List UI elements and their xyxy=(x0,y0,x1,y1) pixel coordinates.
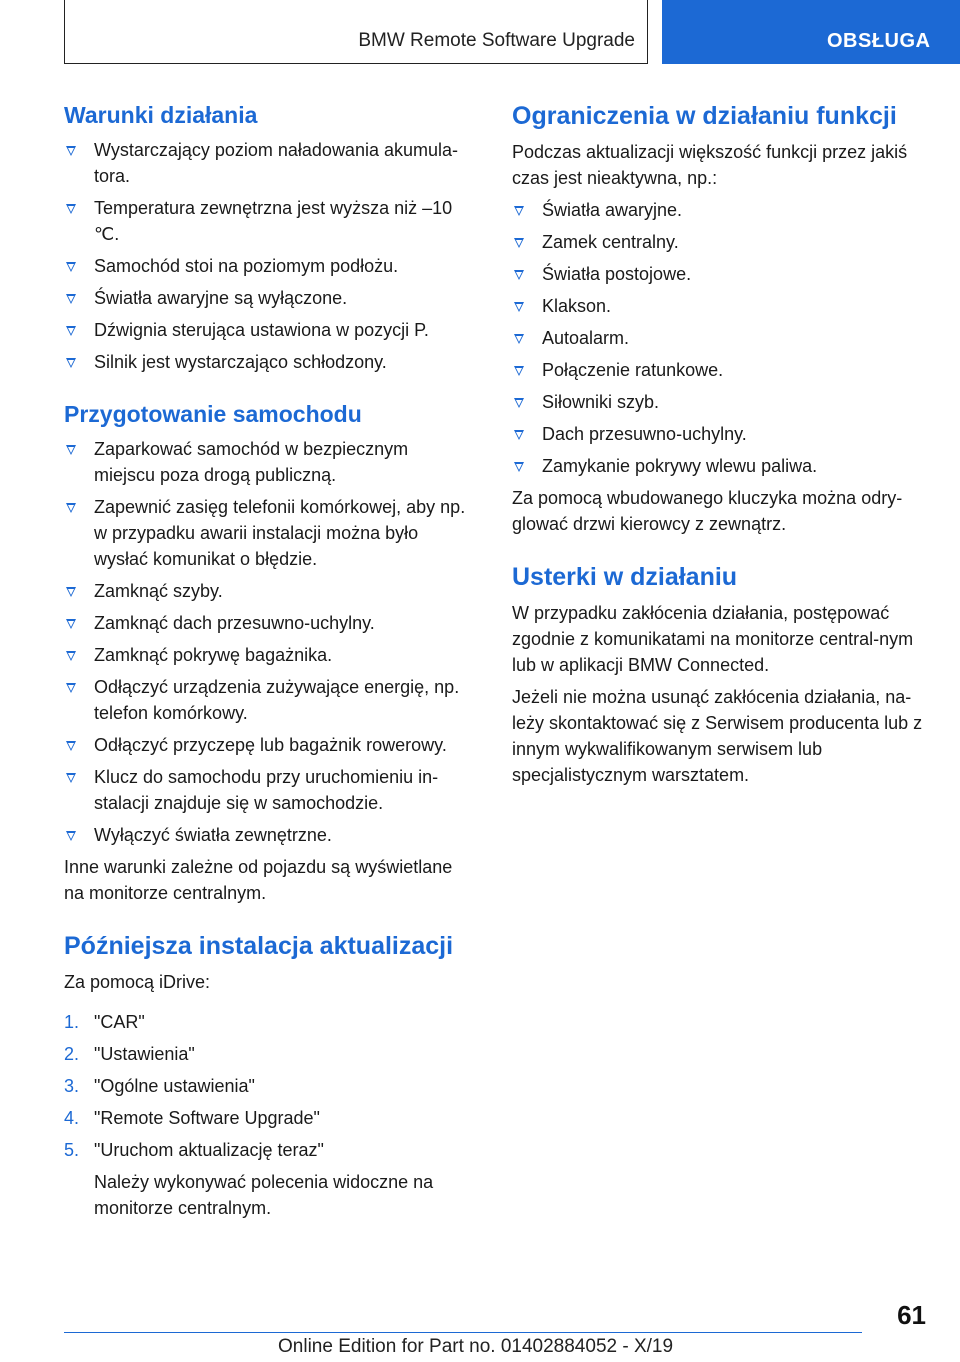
faults-paragraph-1: W przypadku zakłócenia działania, postępować zgodnie z komunikatami na monitorze central-nym lub w aplikacji BMW Connected. xyxy=(512,603,914,675)
list-item: Temperatura zewnętrzna jest wyższa niż –10 ℃. xyxy=(64,195,474,247)
footer-edition: Online Edition for Part no. 01402884052 - X/19 xyxy=(278,1336,674,1357)
list-item: Silnik jest wystarczająco schłodzony. xyxy=(64,349,474,375)
list-item: Wyłączyć światła zewnętrzne. xyxy=(64,822,474,848)
preparation-note: Inne warunki zależne od pojazdu są wyświetlane na monitorze centralnym. xyxy=(64,857,453,903)
triangle-bullet-icon xyxy=(66,262,76,272)
conditions-list xyxy=(64,137,474,375)
list-item: Światła awaryjne. xyxy=(512,197,926,223)
later-install-intro: Za pomocą iDrive: xyxy=(64,972,211,992)
step-item: 5. "Uruchom aktualizację teraz" xyxy=(64,1140,324,1160)
list-item: Zamknąć dach przesuwno-uchylny. xyxy=(64,610,474,636)
triangle-bullet-icon xyxy=(514,462,524,472)
right-column xyxy=(512,102,926,794)
list-item: Samochód stoi na poziomym podłożu. xyxy=(64,253,474,279)
section-title-conditions: Warunki działania xyxy=(64,102,258,128)
list-item: Zaparkować samochód w bezpiecznym miejscu poza drogą publiczną. xyxy=(64,436,474,488)
triangle-bullet-icon xyxy=(66,358,76,368)
triangle-bullet-icon xyxy=(66,146,76,156)
faults-paragraph-2: Jeżeli nie można usunąć zakłócenia działania, na-leży skontaktować się z Serwisem producenta lub z innym wykwalifikowanym serwisem lub specjalistycznym warsztatem. xyxy=(512,687,923,785)
step-item: 4. "Remote Software Upgrade" xyxy=(64,1108,320,1128)
list-item: Odłączyć urządzenia zużywające energię, np. telefon komórkowy. xyxy=(64,674,474,726)
section-title-faults: Usterki w działaniu xyxy=(512,563,738,591)
list-item: Odłączyć przyczepę lub bagażnik rowerowy. xyxy=(64,732,474,758)
page-number: 61 xyxy=(897,1300,926,1330)
triangle-bullet-icon xyxy=(514,302,524,312)
triangle-bullet-icon xyxy=(66,683,76,693)
triangle-bullet-icon xyxy=(514,398,524,408)
left-column xyxy=(64,102,474,1227)
list-item: Autoalarm. xyxy=(512,325,926,351)
install-steps xyxy=(64,1009,474,1163)
list-item: Zapewnić zasięg telefonii komórkowej, aby np. w przypadku awarii instalacji można było wysłać komunikat o błędzie. xyxy=(64,494,474,572)
triangle-bullet-icon xyxy=(66,326,76,336)
triangle-bullet-icon xyxy=(514,270,524,280)
limitations-note: Za pomocą wbudowanego kluczyka można odry-glować drzwi kierowcy z zewnątrz. xyxy=(512,488,903,534)
list-item: Zamek centralny. xyxy=(512,229,926,255)
section-title-later-install: Późniejsza instalacja aktualizacji xyxy=(64,932,454,960)
header-tab: OBSŁUGA xyxy=(662,0,960,64)
triangle-bullet-icon xyxy=(66,831,76,841)
preparation-list xyxy=(64,436,474,848)
triangle-bullet-icon xyxy=(66,651,76,661)
list-item: Zamknąć pokrywę bagażnika. xyxy=(64,642,474,668)
list-item: Wystarczający poziom naładowania akumula-tora. xyxy=(64,137,474,189)
triangle-bullet-icon xyxy=(66,204,76,214)
triangle-bullet-icon xyxy=(66,294,76,304)
footer-divider xyxy=(64,1332,862,1333)
triangle-bullet-icon xyxy=(66,773,76,783)
list-item: Dźwignia sterująca ustawiona w pozycji P. xyxy=(64,317,474,343)
header-title: BMW Remote Software Upgrade xyxy=(358,30,635,51)
triangle-bullet-icon xyxy=(514,334,524,344)
triangle-bullet-icon xyxy=(66,587,76,597)
list-item: Światła awaryjne są wyłączone. xyxy=(64,285,474,311)
limitations-list xyxy=(512,197,926,479)
list-item: Połączenie ratunkowe. xyxy=(512,357,926,383)
triangle-bullet-icon xyxy=(66,741,76,751)
triangle-bullet-icon xyxy=(66,445,76,455)
triangle-bullet-icon xyxy=(66,503,76,513)
section-title-preparation: Przygotowanie samochodu xyxy=(64,401,362,427)
list-item: Klakson. xyxy=(512,293,926,319)
limitations-intro: Podczas aktualizacji większość funkcji przez jakiś czas jest nieaktywna, np.: xyxy=(512,142,908,188)
list-item: Zamknąć szyby. xyxy=(64,578,474,604)
step-item: 1. "CAR" xyxy=(64,1012,145,1032)
step-item: 2. "Ustawienia" xyxy=(64,1044,195,1064)
triangle-bullet-icon xyxy=(514,206,524,216)
triangle-bullet-icon xyxy=(66,619,76,629)
list-item: Siłowniki szyb. xyxy=(512,389,926,415)
section-title-limitations: Ograniczenia w działaniu funkcji xyxy=(512,102,897,130)
triangle-bullet-icon xyxy=(514,366,524,376)
install-after-note: Należy wykonywać polecenia widoczne na monitorze centralnym. xyxy=(94,1172,434,1218)
list-item: Dach przesuwno-uchylny. xyxy=(512,421,926,447)
triangle-bullet-icon xyxy=(514,238,524,248)
step-item: 3. "Ogólne ustawienia" xyxy=(64,1076,255,1096)
header-frame xyxy=(64,0,648,64)
list-item: Światła postojowe. xyxy=(512,261,926,287)
list-item: Klucz do samochodu przy uruchomieniu in-stalacji znajduje się w samochodzie. xyxy=(64,764,474,816)
list-item: Zamykanie pokrywy wlewu paliwa. xyxy=(512,453,926,479)
triangle-bullet-icon xyxy=(514,430,524,440)
